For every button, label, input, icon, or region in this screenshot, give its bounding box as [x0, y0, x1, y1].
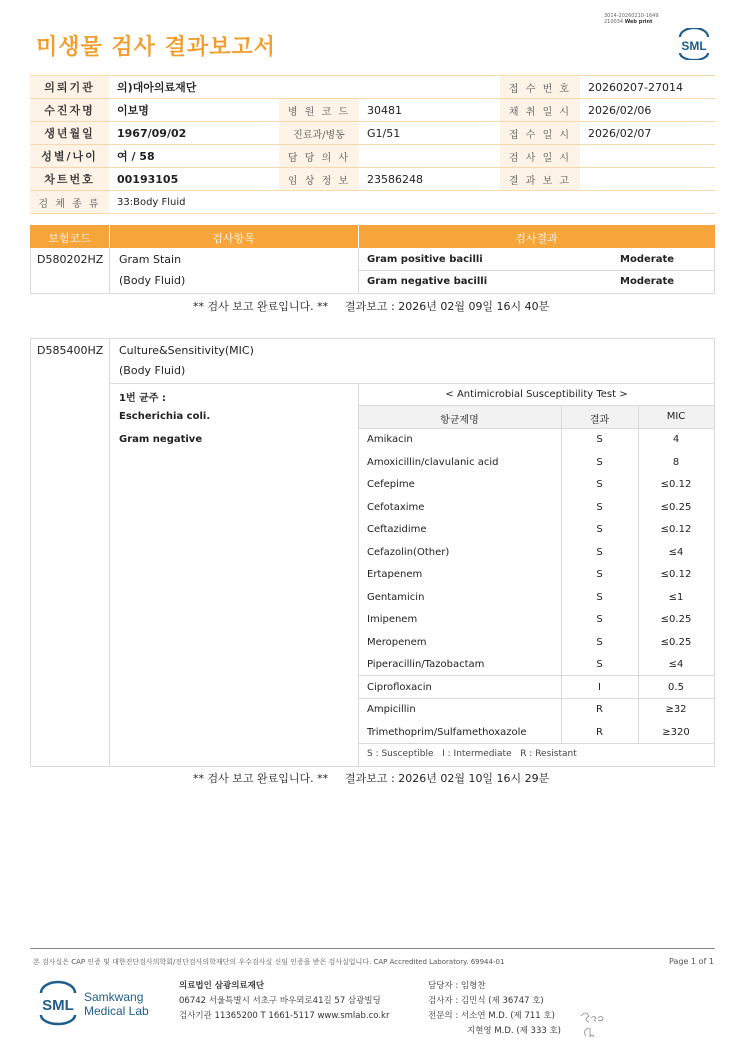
brand-name [84, 990, 149, 1018]
org-name: 의료법인 삼광의료재단 [179, 981, 265, 991]
antibiotic-name: Piperacillin/Tazobactam [367, 659, 485, 670]
antibiotic-result: S [596, 637, 603, 648]
antibiotic-mic: ≤1 [668, 592, 684, 603]
ast-row [358, 473, 715, 495]
header-result: 검사결과 [515, 232, 558, 245]
antibiotic-name: Trimethoprim/Sulfamethoxazole [367, 727, 527, 738]
org-contact: 검사기관 11365200 T 1661-5117 www.smlab.co.kr [179, 1011, 390, 1021]
sml-logo-icon [676, 28, 712, 60]
page-number: Page 1 of 1 [669, 957, 714, 966]
antibiotic-result: S [596, 614, 603, 625]
antibiotic-mic: 4 [672, 434, 680, 445]
antibiotic-name: Ertapenem [367, 569, 423, 580]
specialist2-name: 지현영 M.D. (제 333 호) [467, 1026, 562, 1036]
sml-logo-text: SML [681, 39, 707, 53]
antibiotic-name: Ampicillin [367, 704, 416, 715]
antibiotic-mic: 8 [672, 457, 680, 468]
gram-specimen: (Body Fluid) [119, 274, 186, 287]
doctor-value [359, 145, 500, 168]
antibiotic-result: S [596, 479, 603, 490]
patient-value: 이보명 [109, 99, 279, 122]
culture-specimen: (Body Fluid) [119, 364, 186, 377]
strain-label: 1번 균주 : [119, 393, 166, 404]
ast-row [358, 541, 715, 563]
antibiotic-mic: 0.5 [668, 682, 684, 693]
antibiotic-mic: ≤0.12 [660, 569, 692, 580]
header-item: 검사항목 [212, 232, 255, 245]
hospital-code-label: 병 원 코 드 [279, 99, 359, 122]
antibiotic-mic: ≤0.25 [660, 614, 692, 625]
dob-label: 생년월일 [30, 122, 109, 145]
gram-result-name-1: Gram positive bacilli [367, 254, 483, 265]
antibiotic-result: R [596, 704, 603, 715]
requester-value: 의)대아의료재단 [109, 76, 500, 99]
pic-label: 담당자 : [428, 981, 459, 991]
ast-title: < Antimicrobial Susceptibility Test > [445, 389, 628, 400]
antibiotic-result: S [596, 524, 603, 535]
cert-note: 본 검사실은 CAP 인증 및 대한진단검사의학회/진단검사의학재단의 우수검사실 신임 인증을 받은 검사실입니다. CAP Accredited Laboratory. 69944-01 [33, 958, 505, 966]
print-code-line1: 3014-20260210-1649 [604, 13, 659, 19]
antibiotic-name: Imipenem [367, 614, 418, 625]
antibiotic-name: Cefotaxime [367, 502, 425, 513]
tester-label: 검사자 : [428, 996, 459, 1006]
specimen-label: 검 체 종 류 [30, 191, 109, 214]
print-code [604, 13, 684, 25]
clinical-label: 임 상 정 보 [279, 168, 359, 191]
header-code: 보험코드 [48, 232, 91, 245]
receipt-date-label: 접 수 일 시 [500, 122, 580, 145]
signature-icon [578, 1008, 608, 1040]
ast-row [358, 698, 715, 720]
pic-name: 임형찬 [460, 981, 486, 991]
web-print-label: Web print [624, 19, 653, 25]
gram-test-name: Gram Stain [119, 253, 182, 266]
antibiotic-mic: ≤4 [668, 659, 684, 670]
patient-label: 수진자명 [30, 99, 109, 122]
culture-report-time: 결과보고 : 2026년 02월 10일 16시 29분 [345, 772, 550, 785]
chart-no-label: 차트번호 [30, 168, 109, 191]
ast-row [358, 608, 715, 630]
culture-done-note: ** 검사 보고 완료입니다. ** [193, 772, 329, 785]
organism-name: Escherichia coli. [119, 411, 211, 422]
antibiotic-result: I [598, 682, 601, 693]
antibiotic-mic: ≤0.12 [660, 524, 692, 535]
dob-value: 1967/09/02 [109, 122, 279, 145]
report-label: 결 과 보 고 [500, 168, 580, 191]
gram-done-note: ** 검사 보고 완료입니다. ** [193, 300, 329, 313]
test-date-label: 검 사 일 시 [500, 145, 580, 168]
ast-row [358, 496, 715, 518]
ast-row [358, 586, 715, 608]
ast-legend: S : Susceptible I : Intermediate R : Resistant [367, 749, 577, 759]
report-value [580, 168, 715, 191]
dept-label: 진료과/병동 [279, 122, 359, 145]
antibiotic-result: S [596, 547, 603, 558]
antibiotic-mic: ≥32 [665, 704, 687, 715]
specimen-value: 33:Body Fluid [109, 191, 715, 214]
org-info [179, 979, 389, 1024]
antibiotic-result: R [596, 727, 603, 738]
sml-footer-logo-icon [37, 980, 79, 1026]
gram-code: D580202HZ [37, 253, 104, 266]
info-row [30, 168, 715, 191]
collect-date-label: 채 취 일 시 [500, 99, 580, 122]
doctor-label: 담 당 의 사 [279, 145, 359, 168]
antibiotic-result: S [596, 659, 603, 670]
requester-label: 의뢰기관 [30, 76, 109, 99]
ast-row [358, 518, 715, 540]
gram-result-value-2: Moderate [620, 276, 675, 287]
antibiotic-result: S [596, 592, 603, 603]
collect-date-value: 2026/02/06 [580, 99, 715, 122]
antibiotic-name: Amoxicillin/clavulanic acid [367, 457, 499, 468]
info-row [30, 122, 715, 145]
tester-name: 김민식 (제 36747 호) [460, 996, 544, 1006]
ast-row [358, 563, 715, 585]
antibiotic-name: Gentamicin [367, 592, 425, 603]
info-row [30, 145, 715, 168]
receipt-date-value: 2026/02/07 [580, 122, 715, 145]
antibiotic-result: S [596, 569, 603, 580]
brand-line2: Medical Lab [84, 1004, 149, 1018]
sml-footer-logo-text: SML [42, 997, 74, 1014]
ast-row [358, 631, 715, 653]
patient-info-table [30, 75, 715, 214]
sex-age-label: 성별/나이 [30, 145, 109, 168]
info-row [30, 76, 715, 99]
ast-col-mic: MIC [666, 411, 686, 422]
culture-code: D585400HZ [37, 344, 104, 357]
test-date-value [580, 145, 715, 168]
receipt-no-value: 20260207-27014 [580, 76, 715, 99]
antibiotic-mic: ≥320 [662, 727, 690, 738]
antibiotic-name: Cefazolin(Other) [367, 547, 450, 558]
antibiotic-mic: ≤0.25 [660, 637, 692, 648]
organism-gram: Gram negative [119, 434, 203, 445]
antibiotic-result: S [596, 502, 603, 513]
sex-age-value: 여 / 58 [109, 145, 279, 168]
ast-row [358, 721, 715, 743]
antibiotic-name: Cefepime [367, 479, 415, 490]
print-code-line2: 210034 [604, 19, 624, 25]
antibiotic-mic: ≤0.25 [660, 502, 692, 513]
clinical-value: 23586248 [359, 168, 500, 191]
receipt-no-label: 접 수 번 호 [500, 76, 580, 99]
antibiotic-result: S [596, 434, 603, 445]
antibiotic-name: Amikacin [367, 434, 413, 445]
antibiotic-result: S [596, 457, 603, 468]
report-title: 미생물 검사 결과보고서 [36, 35, 276, 60]
results-header [30, 225, 715, 248]
gram-report-time: 결과보고 : 2026년 02월 09일 16시 40분 [345, 300, 550, 313]
culture-test-name: Culture&Sensitivity(MIC) [119, 344, 254, 357]
gram-result-value-1: Moderate [620, 254, 675, 265]
ast-row [358, 653, 715, 675]
antibiotic-name: Ciprofloxacin [367, 682, 432, 693]
hospital-code-value: 30481 [359, 99, 500, 122]
antibiotic-mic: ≤4 [668, 547, 684, 558]
dept-value: G1/51 [359, 122, 500, 145]
gram-result-name-2: Gram negative bacilli [367, 276, 488, 287]
specialist1-name: 서소연 M.D. (제 711 호) [460, 1011, 555, 1021]
ast-row [358, 676, 715, 698]
brand-line1: Samkwang [84, 990, 144, 1004]
ast-col-drug: 항균제명 [440, 415, 479, 426]
org-address: 06742 서울특별시 서초구 바우뫼로41길 57 삼광빌딩 [179, 996, 381, 1006]
chart-no-value: 00193105 [109, 168, 279, 191]
antibiotic-name: Ceftazidime [367, 524, 427, 535]
info-row [30, 99, 715, 122]
antibiotic-mic: ≤0.12 [660, 479, 692, 490]
ast-col-result: 결과 [589, 415, 610, 426]
ast-row [358, 451, 715, 473]
antibiotic-name: Meropenem [367, 637, 427, 648]
info-row [30, 191, 715, 214]
specialist-label: 전문의 : [428, 1011, 459, 1021]
ast-row [358, 428, 715, 450]
